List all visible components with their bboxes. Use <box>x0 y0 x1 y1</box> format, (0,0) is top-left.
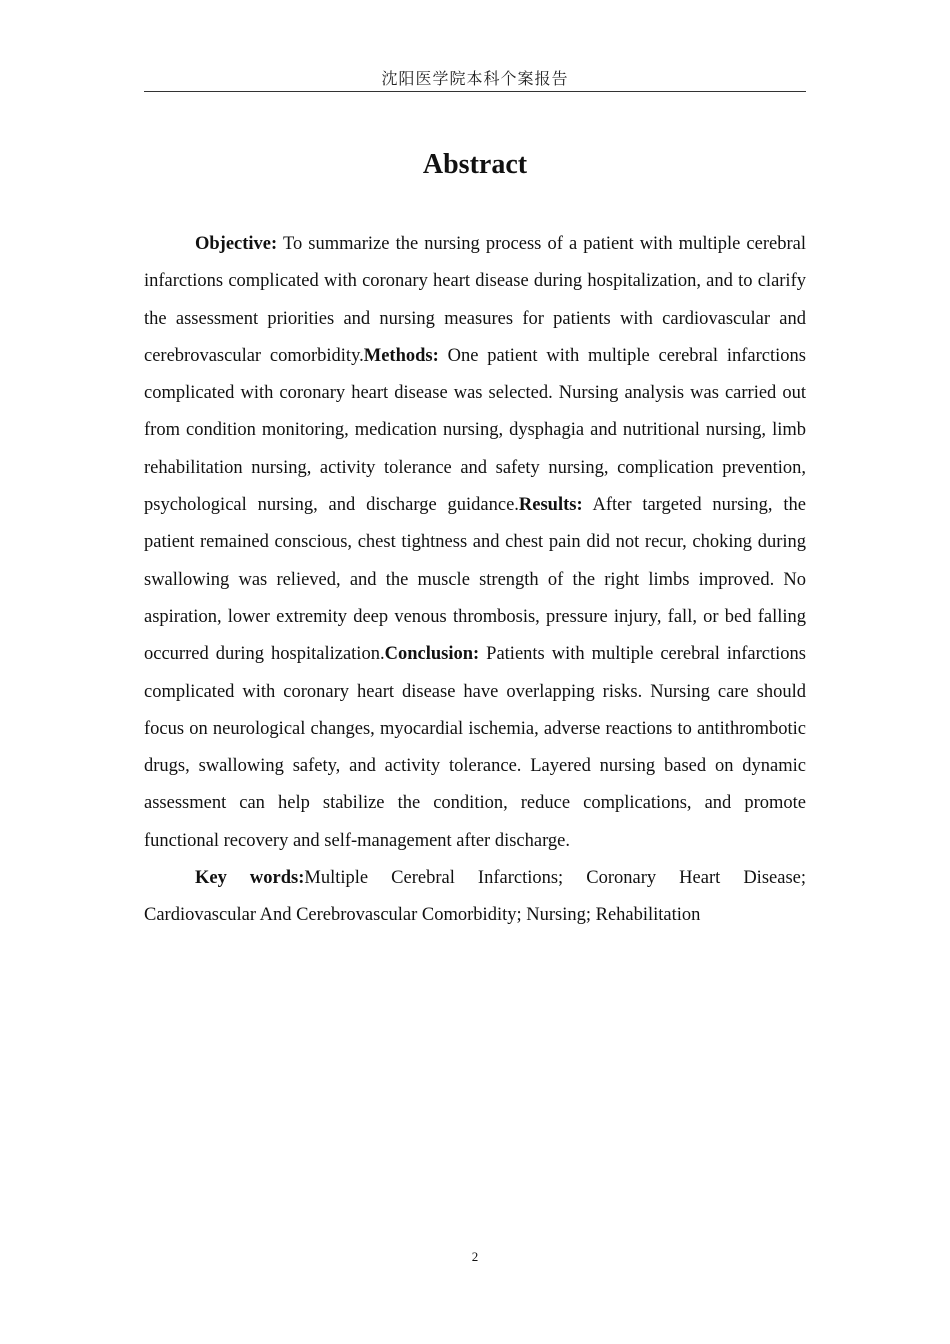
abstract-paragraph <box>144 226 806 860</box>
keywords-label: Key words: <box>195 868 305 889</box>
header-rule <box>144 91 806 92</box>
results-label: Results: <box>518 495 583 516</box>
methods-text: One patient with multiple cerebral infarctions complicated with coronary heart disease was selected. Nursing analysis was carried out from condition monitoring, medication nursing, dysphagia and nutritional nursing, limb rehabilitation nursing, activity tolerance and safety nursing, complication prevention, psychological nursing, and discharge guidance. <box>144 345 806 516</box>
page-title: Abstract <box>422 149 528 180</box>
page-number: 2 <box>471 1249 479 1264</box>
abstract-body <box>144 226 806 935</box>
running-header: 沈阳医学院本科个案报告 <box>381 69 569 88</box>
objective-label: Objective: <box>195 234 278 254</box>
keywords-text: Multiple Cerebral Infarctions; Coronary Heart Disease; Cardiovascular And Cerebrovascular Comorbidity; Nursing; Rehabilitation <box>144 868 806 926</box>
objective-text: To summarize the nursing process of a patient with multiple cerebral infarctions complicated with coronary heart disease during hospitalization, and to clarify the assessment priorities and nursing measures for patients with cardiovascular and cerebrovascular comorbidity. <box>144 234 806 366</box>
conclusion-label: Conclusion: <box>384 644 480 665</box>
conclusion-text: Patients with multiple cerebral infarctions complicated with coronary heart disease have overlapping risks. Nursing care should focus on neurological changes, myocardial ischemia, adverse reactions to antithrombotic drugs, swallowing safety, and activity tolerance. Layered nursing based on dynamic assessment can help stabilize the condition, reduce complications, and promote functional recovery and self-management after discharge. <box>144 644 806 851</box>
keywords-paragraph <box>144 860 806 935</box>
methods-label: Methods: <box>363 345 439 366</box>
results-text: After targeted nursing, the patient remained conscious, chest tightness and chest pain did not recur, choking during swallowing was relieved, and the muscle strength of the right limbs improved. No aspiration, lower extremity deep venous thrombosis, pressure injury, fall, or bed falling occurred during hospitalization. <box>144 495 806 665</box>
